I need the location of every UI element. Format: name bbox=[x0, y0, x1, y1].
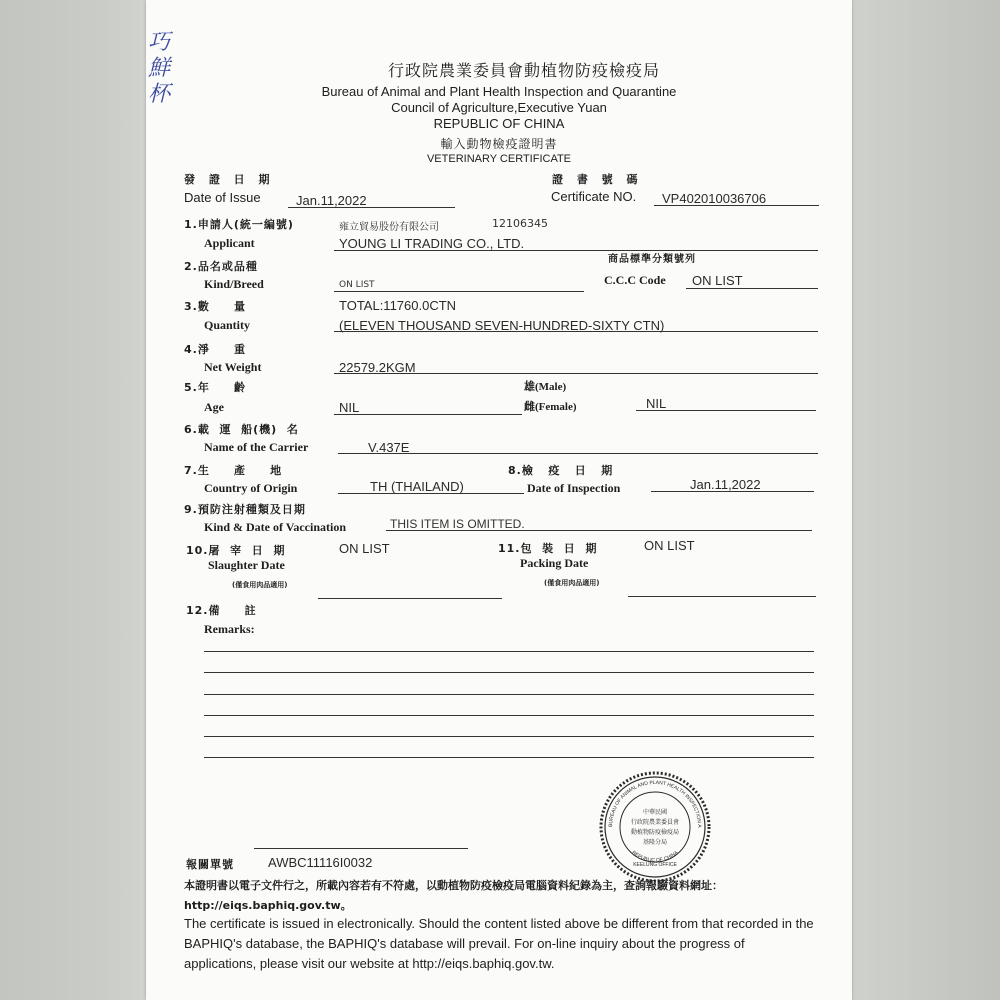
age-underline bbox=[334, 414, 522, 415]
remarks-label-en: Remarks: bbox=[204, 622, 255, 636]
customs-underline bbox=[254, 848, 468, 849]
background-right bbox=[852, 0, 1000, 1000]
customs-label: 報關單號 bbox=[186, 858, 234, 871]
applicant-tax-id: 12106345 bbox=[492, 217, 548, 230]
age-label-zh: 5.年 齡 bbox=[184, 381, 246, 394]
ccc-underline bbox=[686, 288, 818, 289]
age-label-en: Age bbox=[204, 400, 224, 414]
carrier-underline bbox=[338, 453, 818, 454]
cert-no-label-en: Certificate NO. bbox=[551, 189, 637, 204]
remarks-line bbox=[204, 736, 814, 737]
net-weight-underline bbox=[334, 373, 818, 374]
handwritten-char: 杯 bbox=[148, 82, 171, 107]
official-seal bbox=[598, 770, 712, 884]
country-en: REPUBLIC OF CHINA bbox=[433, 116, 565, 131]
remarks-label-zh: 12.備 註 bbox=[186, 604, 257, 617]
slaughter-label-zh: 10.屠 宰 日 期 bbox=[186, 544, 286, 557]
slaughter-label-en: Slaughter Date bbox=[208, 558, 285, 572]
cert-no-label-zh: 證 書 號 碼 bbox=[552, 173, 643, 186]
applicant-underline bbox=[334, 250, 818, 251]
seal-line: 中華民國 bbox=[642, 809, 668, 816]
packing-label-en: Packing Date bbox=[520, 556, 589, 570]
background-left bbox=[0, 0, 148, 1000]
female-label: 雌(Female) bbox=[524, 401, 577, 413]
origin-underline bbox=[338, 493, 524, 494]
origin-value: TH (THAILAND) bbox=[370, 479, 464, 494]
quantity-underline bbox=[334, 331, 818, 332]
footer-note-en: The certificate is issued in electronically. Should the content listed above be different from that recorded in the BAPHIQ's database, the BAPHIQ's database will prevail. For on-line inquiry about the progress of applications, please visit our website at http://eiqs.baphiq.gov.tw. bbox=[184, 916, 814, 971]
agency-title-zh: 行政院農業委員會動植物防疫檢疫局 bbox=[387, 61, 660, 80]
carrier-label-en: Name of the Carrier bbox=[204, 440, 309, 454]
kind-label-zh: 2.品名或品種 bbox=[184, 260, 258, 273]
vaccination-label-en: Kind & Date of Vaccination bbox=[204, 520, 347, 534]
net-weight-label-zh: 4.淨 重 bbox=[184, 343, 246, 356]
cert-no-underline bbox=[654, 205, 819, 206]
header-block bbox=[146, 58, 852, 165]
kind-underline bbox=[334, 291, 584, 292]
seal-line: 動植物防疫檢疫局 bbox=[630, 829, 680, 836]
footer-note-zh: 本證明書以電子文件行之，所載內容若有不符處，以動植物防疫檢疫局電腦資料紀錄為主，查詢報驗資料網址：http://eiqs.baphiq.gov.tw。 bbox=[184, 879, 723, 912]
quantity-value: TOTAL:11760.0CTN bbox=[339, 298, 457, 313]
slaughter-note: (僅食用肉品適用) bbox=[232, 581, 288, 589]
remarks-line bbox=[204, 651, 814, 652]
inspection-label-en: Date of Inspection bbox=[527, 481, 621, 495]
origin-label-en: Country of Origin bbox=[204, 481, 298, 495]
issue-date-value: Jan.11,2022 bbox=[296, 193, 367, 208]
age-value: NIL bbox=[339, 400, 360, 415]
applicant-value: YOUNG LI TRADING CO., LTD. bbox=[339, 236, 525, 251]
male-label: 雄(Male) bbox=[524, 381, 567, 393]
council-en: Council of Agriculture,Executive Yuan bbox=[391, 100, 607, 115]
seal-line: 行政院農業委員會 bbox=[630, 819, 680, 826]
remarks-line bbox=[204, 757, 814, 758]
packing-label-zh: 11.包 裝 日 期 bbox=[498, 542, 598, 555]
certificate-title-zh: 輸入動物檢疫證明書 bbox=[440, 137, 558, 151]
agency-title-en: Bureau of Animal and Plant Health Inspection and Quarantine bbox=[321, 84, 677, 99]
seal-line: 基隆分局 bbox=[642, 839, 668, 846]
issue-date-label-en: Date of Issue bbox=[184, 190, 261, 205]
issue-date-label-zh: 發 證 日 期 bbox=[184, 173, 275, 186]
carrier-value: V.437E bbox=[368, 440, 410, 455]
issue-date-underline bbox=[288, 207, 455, 208]
ccc-label-en: C.C.C Code bbox=[604, 273, 666, 287]
customs-value: AWBC11116I0032 bbox=[268, 855, 373, 870]
remarks-line bbox=[204, 694, 814, 695]
handwritten-char: 巧 bbox=[148, 30, 171, 55]
applicant-label-zh: 1.申請人(統一編號) bbox=[184, 218, 294, 231]
seal-ring-top: BUREAU OF ANIMAL AND PLANT HEALTH INSPECTION A bbox=[607, 779, 703, 828]
vaccination-value: THIS ITEM IS OMITTED. bbox=[390, 517, 525, 531]
packing-value: ON LIST bbox=[644, 538, 695, 553]
applicant-name-zh: 雍立貿易股份有限公司 bbox=[339, 222, 439, 233]
seal-ring-bottom: REPUBLIC OF CHINA bbox=[630, 849, 680, 864]
quantity-label-zh: 3.數 量 bbox=[184, 300, 246, 313]
ccc-value: ON LIST bbox=[692, 273, 743, 288]
certificate-page bbox=[146, 0, 852, 1000]
seal-office: KEELUNG OFFICE bbox=[633, 862, 677, 868]
quantity-value-words: (ELEVEN THOUSAND SEVEN-HUNDRED-SIXTY CTN) bbox=[339, 318, 665, 333]
sex-value: NIL bbox=[646, 396, 667, 411]
applicant-label-en: Applicant bbox=[204, 236, 255, 250]
sex-underline bbox=[636, 410, 816, 411]
inspection-value: Jan.11,2022 bbox=[690, 477, 761, 492]
vaccination-label-zh: 9.預防注射種類及日期 bbox=[184, 503, 306, 516]
cert-no-value: VP402010036706 bbox=[662, 191, 767, 206]
origin-label-zh: 7.生 產 地 bbox=[184, 464, 283, 477]
certificate-title-en: VETERINARY CERTIFICATE bbox=[426, 153, 572, 165]
kind-label-en: Kind/Breed bbox=[204, 277, 264, 291]
inspection-underline bbox=[651, 491, 814, 492]
net-weight-value: 22579.2KGM bbox=[339, 360, 416, 375]
packing-underline bbox=[628, 596, 816, 597]
carrier-label-zh: 6.載 運 船(機) 名 bbox=[184, 423, 299, 436]
slaughter-value: ON LIST bbox=[339, 541, 390, 556]
slaughter-underline bbox=[318, 598, 502, 599]
ccc-label-zh: 商品標準分類號列 bbox=[608, 254, 696, 265]
remarks-line bbox=[204, 715, 814, 716]
net-weight-label-en: Net Weight bbox=[204, 360, 262, 374]
vaccination-underline bbox=[386, 530, 812, 531]
remarks-line bbox=[204, 672, 814, 673]
kind-value: ON LIST bbox=[339, 280, 375, 290]
packing-note: (僅食用肉品適用) bbox=[544, 579, 600, 587]
quantity-label-en: Quantity bbox=[204, 318, 251, 332]
handwritten-char: 鮮 bbox=[148, 56, 171, 81]
inspection-label-zh: 8.檢 疫 日 期 bbox=[508, 464, 614, 477]
